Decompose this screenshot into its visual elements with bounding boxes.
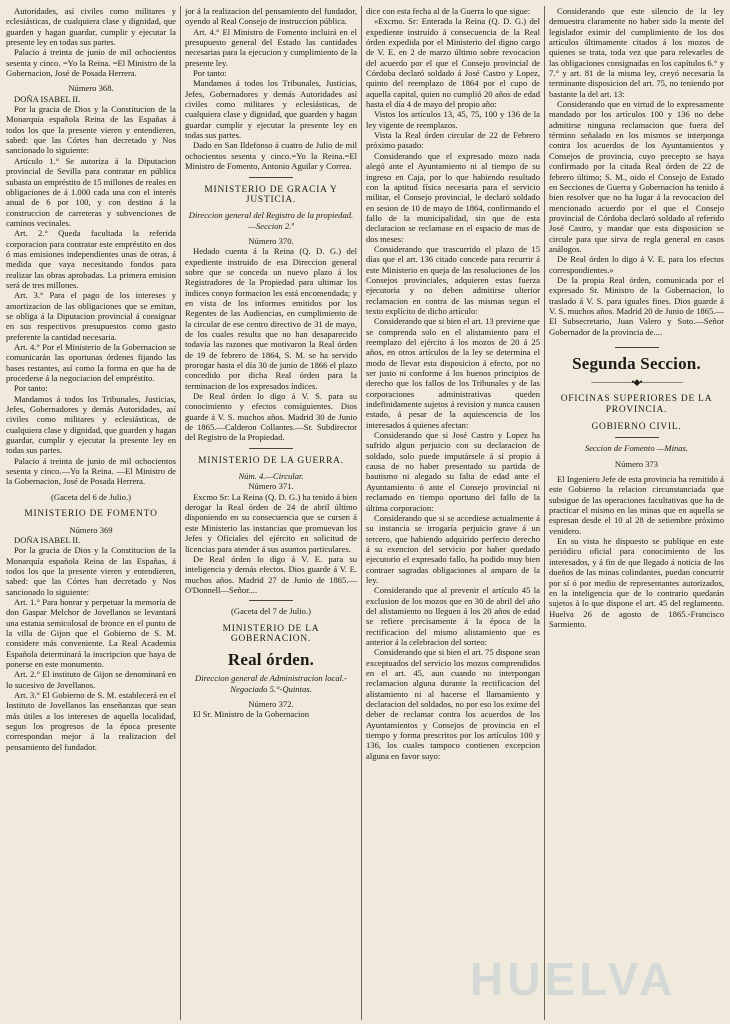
column-3 xyxy=(366,6,540,1022)
section-heading: GOBIERNO CIVIL. xyxy=(591,422,682,433)
paragraph: «Excmo. Sr: Enterada la Reina (Q. D. G.) del expediente instruido á consecuencia de la Real órden expedida por el Ministerio del digno cargo de V. E. en 2 de marzo último sobre revocacion del acuerdo por el que el Consejo provincial de Córdoba declaró soldado á José Castro y Lopez, quinto del reemplazo de 1864 por el cupo de aquella capital, quien no cumplió 20 años de edad hasta el día 4 de mayo del propio año: xyxy=(366,16,540,110)
spacer xyxy=(549,337,724,342)
paragraph: Art. 4.° El Ministro de Fomento incluirá en el presupuesto general del Estado las cantidades necesarias para la ejecucion y cumplimiento de la presente ley. xyxy=(185,26,357,68)
centered-line: Direccion general de Administracion local.-Negociado 5.°-Quintas. xyxy=(194,673,348,694)
paragraph: jor á la realizacion del pensamiento del fundador, oyendo al Real Consejo de instruccion pública. xyxy=(185,6,357,27)
paragraph: Por tanto: xyxy=(193,68,227,79)
paragraph: Considerando que trascurrido el plazo de 15 días que el art. 136 citado concede para recurrir á este Ministerio en queja de las resoluciones de los Consejos provinciales, adquieren estas fuerza ejecutoria y no deben admitirse ulterior reclamacion en contra de las mismas segun el texto explícito de dicho artículo: xyxy=(366,243,540,316)
paragraph: Mandamos á todos los Tribunales, Justicias, Jefes, Gobernadores y demás Autoridades, así civiles como militares y eclesiásticas, de cualquiera clase y dignidad, que guarden y hagan guardar, cumplir y ejecutar la presente ley en todas sus partes. xyxy=(6,393,176,456)
paragraph: Autoridades, así civiles como militares y eclesiásticas, de cualquiera clase y dignidad, que guarden y hagan guardar, cumplir y ejecutar la presente ley en todas sus partes. xyxy=(6,6,176,48)
centered-line: (Gaceta del 6 de Julio.) xyxy=(51,491,131,502)
column-rule xyxy=(180,6,181,1020)
paragraph: Por la gracia de Dios y la Constitucion de la Monarquía española Reina de las Españas, á todos los que la presente vieren y entendieren, sabed: que las Córtes han decretado y Nos sancionado lo siguiente: xyxy=(6,545,176,597)
paragraph: Artículo 1.° Se autoriza á la Diputacion provincial de Sevilla para contratar en pública subasta un empréstito de 15 millones de reales en obligaciones de á 1.000 cada una con el interés anual de 6 por 100, y con destino á la construccion de carreteras y subvenciones de caminos vecinales. xyxy=(6,155,176,228)
paragraph: Considerando que en virtud de lo expresamente mandado por los artículos 100 y 136 no debe admitirse ninguna reclamacion que fuera del término señalado en los mismos se interponga contra los acuerdos de los Ayuntamientos y Consejos de provincia, cuyo precepto se haya confirmado por la citada Real órden de 22 de febrero último; S. M., oido el Consejo de Estado en Secciones de Guerra y Gobernacion ha tenido á bien resolver que no ha lugar á la revocacion del mencionado acuerdo por el que el Consejo provincial de Córdoba declaró soldado al referido José Castro, y mandar que esta disposicion se circule para que sirva de regla general en casos análogos. xyxy=(549,99,724,254)
paragraph: El Ingeniero Jefe de esta provincia ha remitido á este Gobierno la relacion circunstanciada que subsigue de las operaciones facultativas que ha de practicar el mismo en las minas que en aquella se espresan desde el 10 al 28 de setiembre próximo venidero. xyxy=(549,474,724,536)
centered-line: Número 369 xyxy=(69,524,113,535)
centered-line: (Gaceta del 7 de Julio.) xyxy=(231,606,311,617)
paragraph: De Real órden lo digo á V. E. para los efectos correspondientes.» xyxy=(549,254,724,275)
column-4 xyxy=(549,6,724,1022)
paragraph: Vista la Real órden circular de 22 de Febrero próximo pasado: xyxy=(366,130,540,151)
centered-line: Número 371. xyxy=(248,481,294,492)
section-heading: OFICINAS SUPERIORES DE LA PROVINCIA. xyxy=(560,394,713,415)
paragraph: Art. 2.° El instituto de Gijon se denominará en lo sucesivo de Jovellanos. xyxy=(6,669,176,690)
section-separator xyxy=(249,448,293,449)
paragraph: DOÑA ISABEL II. xyxy=(14,534,81,545)
section-separator xyxy=(249,177,293,178)
column-2 xyxy=(185,6,357,1022)
library-watermark: HUELVA xyxy=(470,953,677,1005)
paragraph: Hedado cuenta á la Reina (Q. D. G.) del expediente instruido de esa Direccion general sobre que se conceda un nuevo plazo á los Registradores de la Propiedad para ultimar los índices conyo formacion les está encomendada; y en vista de los informes emitidos por los Regentes de las Audiencias, en cumplimiento de la circular de ese centro directivo de 31 de mayo, de los cuales resulta que no han desaparecido todavía las razones que motivaron la Real órden de 19 de febrero de 1864, S. M. se ha servido prorogar hasta el día 30 de junio de 1866 el plazo concedido por dicha Real órden para la terminacion de los expresados índices. xyxy=(185,246,357,391)
paragraph: Vistos los artículos 13, 45, 75, 100 y 136 de la ley vigente de reemplazos. xyxy=(366,109,540,130)
centered-line: Número 370. xyxy=(248,235,294,246)
paragraph: Excmo Sr: La Reina (Q. D. G.) ha tenido á bien derogar la Real órden de 24 de abril último disponiendo en su consecuencia que se cursen á este Ministerio las instancias que promuevan los Jefes y Oficiales del ejército en solicitud de licencias para atender á sus asuntos particulares. xyxy=(185,491,357,554)
paragraph: Art. 3.° El Gobierno de S. M. establecerá en el Instituto de Jovellanos las enseñanzas que sean más útiles a los intereses de aquella localidad, segun los progresos de la época presente correspondan mejor á la realizacion del pensamiento del fundador. xyxy=(6,690,176,752)
paragraph: dice con esta fecha al de la Guerra lo que sigue: xyxy=(366,6,531,16)
paragraph: Dado en San Ildefonso á cuatro de Julio de mil ochocientos sesenta y cinco.=Yo la Reina.=El Ministro de Fomento, Antonio Aguilar y Correa. xyxy=(185,140,357,172)
paragraph: DOÑA ISABEL II. xyxy=(14,93,81,104)
section-heading: MINISTERIO DE LA GUERRA. xyxy=(198,455,344,466)
paragraph: Por la gracia de Dios y la Constitucion de la Monarquía española Reina de las Españas á todos los que la presente vieren y entendieren, sabed: que las Córtes han decretado y Nos sancionado lo siguiente: xyxy=(6,104,176,156)
paragraph: Art. 2.° Queda facultada la referida corporacion para contratar este empréstito en dos ó mas emisiones independientes unas de otras, á medida que vaya necesitando fondos para realizar las obras aprobadas. La primera emision será de tres millones. xyxy=(6,228,176,290)
paragraph: De Real órden lo digo á V. E. para su inteligencia y demás efectos. Dios guarde á V. E. muchos años. Madrid 27 de Junio de 1865.—O'Donnell—Señor.... xyxy=(185,553,357,595)
paragraph: Palacio á treinta de junio de mil ochocientos sesenta y cinco. =Yo la Reina. =El Ministro de la Gobernacion, José de Posada Herrera. xyxy=(6,47,176,79)
paragraph: Considerando que si José Castro y Lopez ha sufrido algun perjuicio con su declaracion de soldado, solo puede imputársele á sí propio á causa de no haber presentado su partida de bautismo ni alegado su falta de edad ante el Ayuntamiento ó ante el Consejo provincial ni reclamado en tiempo oportuno del fallo de la última corporacion: xyxy=(366,430,540,513)
paragraph: Art. 3.° Para el pago de los intereses y amortizacion de las obligaciones que se emitan, se obliga á la Diputacion provincial á consignar en sus respectivos presupuestos como gasto preferente la cantidad necesaria. xyxy=(6,290,176,342)
paragraph: Considerando que si bien el art. 75 dispone sean exceptuados del servicio los mozos comprendidos en el art. 45, aun cuando no interpongan reclamacion alguna durante la rectificacion del alistamiento ni al hacerse el llamamiento y declaracion del soldados, no por eso los exime del deber de reclamar contra los acuerdos de los Ayuntamientos y Consejos de provincia en el tiempo y forma prescritos por los artículos 100 y 136, los cuales tampoco contienen excepcion alguna en favor suyo: xyxy=(366,647,540,761)
paragraph: Por tanto: xyxy=(14,383,48,394)
section-heading: MINISTERIO DE FOMENTO xyxy=(24,509,158,520)
paragraph: Considerando que si se accediese actualmente á su instancia se irrogaría perjuicio grave á un tercero, que habiendo adquirido perfecto derecho á su exencion del servicio por haber quedado ejecutorio el expresado fallo, ha podido muy bien contraer sagradas obligaciones al amparo de la ley. xyxy=(366,512,540,585)
centered-line: Seccion de Fomento —Minas. xyxy=(584,443,689,454)
centered-line: Direccion general del Registro de la propiedad.—Seccion 2.ª xyxy=(188,210,354,231)
section-heading: MINISTERIO DE LA GOBERNACION. xyxy=(222,623,320,644)
ornament: —————•◆•————— xyxy=(591,377,682,387)
paragraph: Considerando que este silencio de la ley demuestra claramente no haber sido la mente del legislador eximir del cumplimiento de los dos artículos últimamente citados á los mozos de quienes se trata, toda vez que para relevarles de las obligaciones consignadas en los capítulos 6.° y 7.° y art. 81 de la misma ley, creyó necesaria la terminante disposicion del art. 75, no teniendo por bastante la del art. 13: xyxy=(549,6,724,99)
paragraph: Considerando que el expresado mozo nada alegó ante el Ayuntamiento ni al tiempo de su ingreso en Caja, por lo que habiendo resultado con la aptitud física necesaria para el servicio militar, el Consejo provincial, le declaró soldado en sesion de 10 de mayo de 1864, confirmando el fallo de la municipalidad, sin que de esta declaracion se reclamase en el espacio de mas de dos meses: xyxy=(366,150,540,244)
centered-line: Número 368. xyxy=(68,83,114,94)
paragraph: Considerando que si bien el art. 13 previene que se comprenda solo en el alistamiento para el reemplazo del ejército á los mozos de 20 á 25 años, en otros artículos de la ley se determina el modo de llevar esta disposicion á efecto, por no ser justo ni conforme á los buenos principios de derecho que los fallos de los Tribunales y de las corporaciones administrativas queden indefinidamente sujetos á revision y nunca causen estado, á pesar de la aquiescencia de los interesados á quienes afectan: xyxy=(366,316,540,430)
paragraph: Palacio á treinta de junio de mil ochocientos sesenta y cinco.—Yo la Reina. —El Ministro de la Gobernacion, José de Posada Herrera. xyxy=(6,455,176,487)
centered-line: Número 373 xyxy=(614,458,659,469)
paragraph: De Real órden lo digo á V. S. para su conocimiento y efectos consiguientes. Dios guarde á V. S. muchos años. Madrid 30 de Junio de 1865.—Calderon Collantes.—Sr. Subdirector del Registro de la Propiedad. xyxy=(185,391,357,443)
centered-line: Número 372. xyxy=(248,698,294,709)
column-rule xyxy=(544,6,545,1020)
column-rule xyxy=(361,6,362,1020)
paragraph: En su vista he dispuesto se publique en este periódico oficial para conocimiento de los interesados, y á fin de que llegado á noticia de los dueños de las minas colindantes, puedan concurrir por sí ó por medio de representantes autorizados, en la inteligencia que de lo contrario quedarán sujetos á lo que dispone el art. 45 del reglamento. Huelva 26 de agosto de 1865.-Francisco Sarmiento. xyxy=(549,536,724,629)
column-1 xyxy=(6,6,176,1022)
section-separator xyxy=(615,347,659,348)
section-separator xyxy=(249,600,293,601)
section-heading: MINISTERIO DE GRACIA Y JUSTICIA. xyxy=(204,184,338,205)
paragraph: De la propia Real órden, comunicada por el expresado Sr. Ministro de la Gobernacion, lo traslado á V. S. para iguales fines. Dios guarde á V. S. muchos años. Madrid 20 de Junio de 1865.—El Subsecretario, Juan Valero y Soto.—Señor Gobernador de la provincia de.... xyxy=(549,274,724,337)
paragraph: Art. 1.° Para honrar y perpetuar la memoria de don Gaspar Melchor de Jovellanos se levantará una estatua semicolosal de bronce en el punto de la villa de Gijon que el Gobierno de S. M. considere más conveniente. La Real Academia Española determinará la inscripcion que haya de ponerse en este monumento. xyxy=(6,596,176,669)
paragraph: El Sr. Ministro de la Gobernacion xyxy=(193,709,309,720)
paragraph: Mandamos á todos los Tribunales, Justicias, Jefes, Gobernadores y demás Autoridades así civiles como militares y eclesiásticas, de cualquiera clase y dignidad, que guarden y hagan guardar cumplir y ejecutar la presente ley en todas sus partes. xyxy=(185,78,357,141)
centered-line: Núm. 4.—Circular. xyxy=(238,471,304,482)
paragraph: Art. 4.° Por el Ministerio de la Gobernacion se comunicarán las oportunas órdenes fijando las bases restantes, así como la forma en que ha de procederse á la negociacion del empréstito. xyxy=(6,342,176,384)
paragraph: Considerando que al prevenir el artículo 45 la exclusion de los mozos que en 30 de abril del año del alistamiento no lleguen á los 20 años de edad se refiere precisamente á la época de la rectificacion del mismo alistamiento que es anterior á la celebracion del sorteo: xyxy=(366,585,540,647)
centered-line: Segunda Seccion. xyxy=(572,354,701,373)
centered-line: Real órden. xyxy=(227,650,315,670)
section-separator xyxy=(615,437,659,438)
